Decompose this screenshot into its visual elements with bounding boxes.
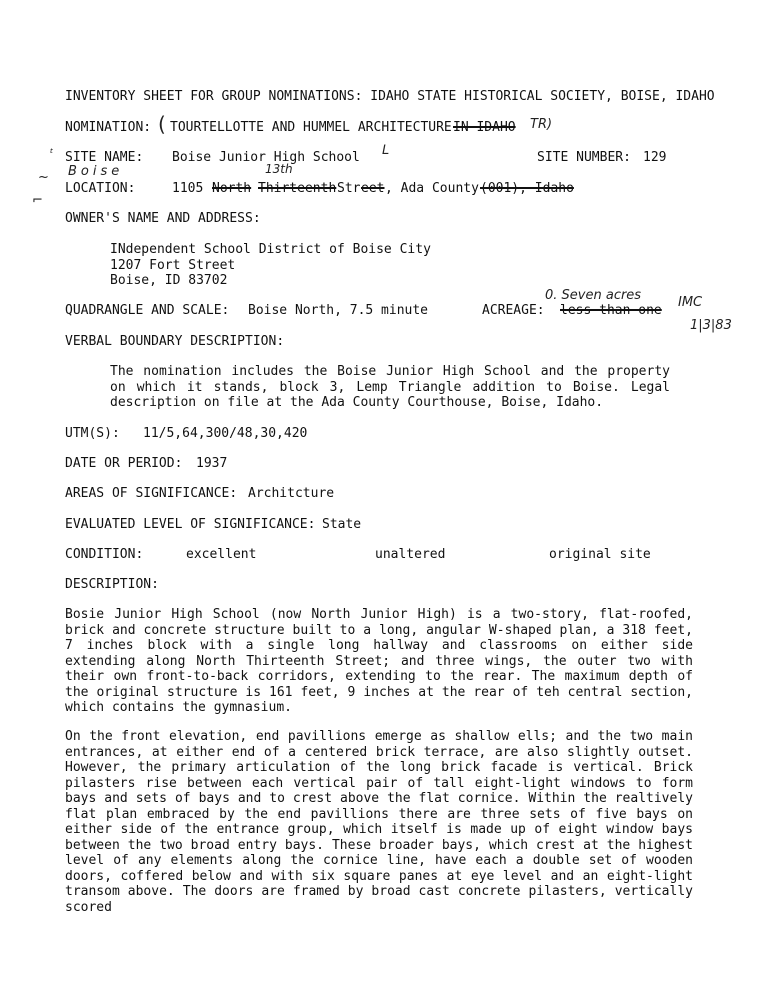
check-mark-icon: ᵗ [50,146,54,160]
location-struck-eet: eet [361,181,385,196]
nomination-handwritten: TR) [530,117,553,132]
location-label: LOCATION: [65,181,136,196]
quadrangle-value: Boise North, 7.5 minute [248,303,429,318]
boundary-label: VERBAL BOUNDARY DESCRIPTION: [65,334,285,349]
areas-value: Architcture [248,486,335,501]
sheet-title: INVENTORY SHEET FOR GROUP NOMINATIONS: IDAHO STATE HISTORICAL SOCIETY, BOISE, IDAHO [65,89,715,104]
handwritten-date: 1|3|83 [690,318,732,333]
site-number-value: 129 [643,150,667,165]
acreage-label: ACREAGE: [482,303,545,318]
site-name-value: Boise Junior High School [172,150,360,165]
site-number-label: SITE NUMBER: [537,150,631,165]
margin-dash-icon: ~ [38,170,49,185]
location-struck-thirteenth: Thirteenth [258,181,337,196]
margin-tick-icon: ⌐ [32,193,43,208]
acreage-struck: less than one [560,303,662,318]
handwritten-initials: IMC [678,295,703,310]
owner-line-2: 1207 Fort Street [110,258,236,273]
description-label: DESCRIPTION: [65,577,159,592]
areas-label: AREAS OF SIGNIFICANCE: [65,486,238,501]
handwritten-open-paren: ( [158,112,166,136]
owner-line-1: INdependent School District of Boise City [110,242,431,257]
date-label: DATE OR PERIOD: [65,456,183,471]
utm-value: 11/5,64,300/48,30,420 [143,426,308,441]
date-value: 1937 [196,456,228,471]
description-paragraph-2: On the front elevation, end pavillions emerge as shallow ells; and the two main entrances, at either end of a centered brick terrace, are also slightly outset. However, the primary articulation of the long brick facade is vertical. Brick pilasters rise between each vertical pair of tall eight-light windows to form bays and sets of bays and to crest above the flat cornice. Within the realtively flat plan embraced by the end pavillions there are three sets of five bays on either side of the entrance group, which itself is made up of eight window bays between the two broad entry bays. These broader bays, which crest at the highest level of any elements along the cornice line, have each a double set of wooden doors, coffered below and with six square panes at eye level and an eight-light transom above. The doors are framed by broad cast concrete pilasters, vertically scored [65,729,693,915]
nomination-value: TOURTELLOTTE AND HUMMEL ARCHITECTURE [170,120,452,135]
location-number: 1105 [172,181,204,196]
description-paragraph-1: Bosie Junior High School (now North Junior High) is a two-story, flat-roofed, brick and concrete structure built to a long, angular W-shaped plan, a 318 feet, 7 inches block with a single long hallway and classrooms on either side extending along North Thirteenth Street; and three wings, the outer two with their own front-to-back corridors, extending to the rear. The maximum depth of the original structure is 161 feet, 9 inches at the rear of teh central section, which contains the gymnasium. [65,607,693,715]
level-label: EVALUATED LEVEL OF SIGNIFICANCE: [65,517,316,532]
nomination-struck: IN IDAHO [453,120,516,135]
boundary-text: The nomination includes the Boise Junior High School and the property on which it stands, block 3, Lemp Triangle addition to Boise. Legal description on file at the Ada County Courthouse, Boise, Idaho. [110,364,670,410]
condition-value-1: excellent [186,547,257,562]
nomination-label: NOMINATION: [65,120,152,135]
utm-label: UTM(S): [65,426,120,441]
site-name-label: SITE NAME: [65,150,144,165]
owner-label: OWNER'S NAME AND ADDRESS: [65,211,261,226]
location-struck-tail: (001), Idaho [480,181,574,196]
acreage-handwritten: 0. Seven acres [545,288,642,303]
condition-value-3: original site [549,547,651,562]
location-handwritten-13th: 13th [265,162,293,176]
quadrangle-label: QUADRANGLE AND SCALE: [65,303,230,318]
level-value: State [322,517,362,532]
owner-line-3: Boise, ID 83702 [110,273,228,288]
location-struck-north: North [212,181,252,196]
handwritten-check-icon: ᒪ [382,143,390,158]
location-street: Str [337,181,361,196]
location-handwritten-boise: Boise [68,164,124,179]
location-county: , Ada County [385,181,479,196]
condition-label: CONDITION: [65,547,144,562]
condition-value-2: unaltered [375,547,446,562]
